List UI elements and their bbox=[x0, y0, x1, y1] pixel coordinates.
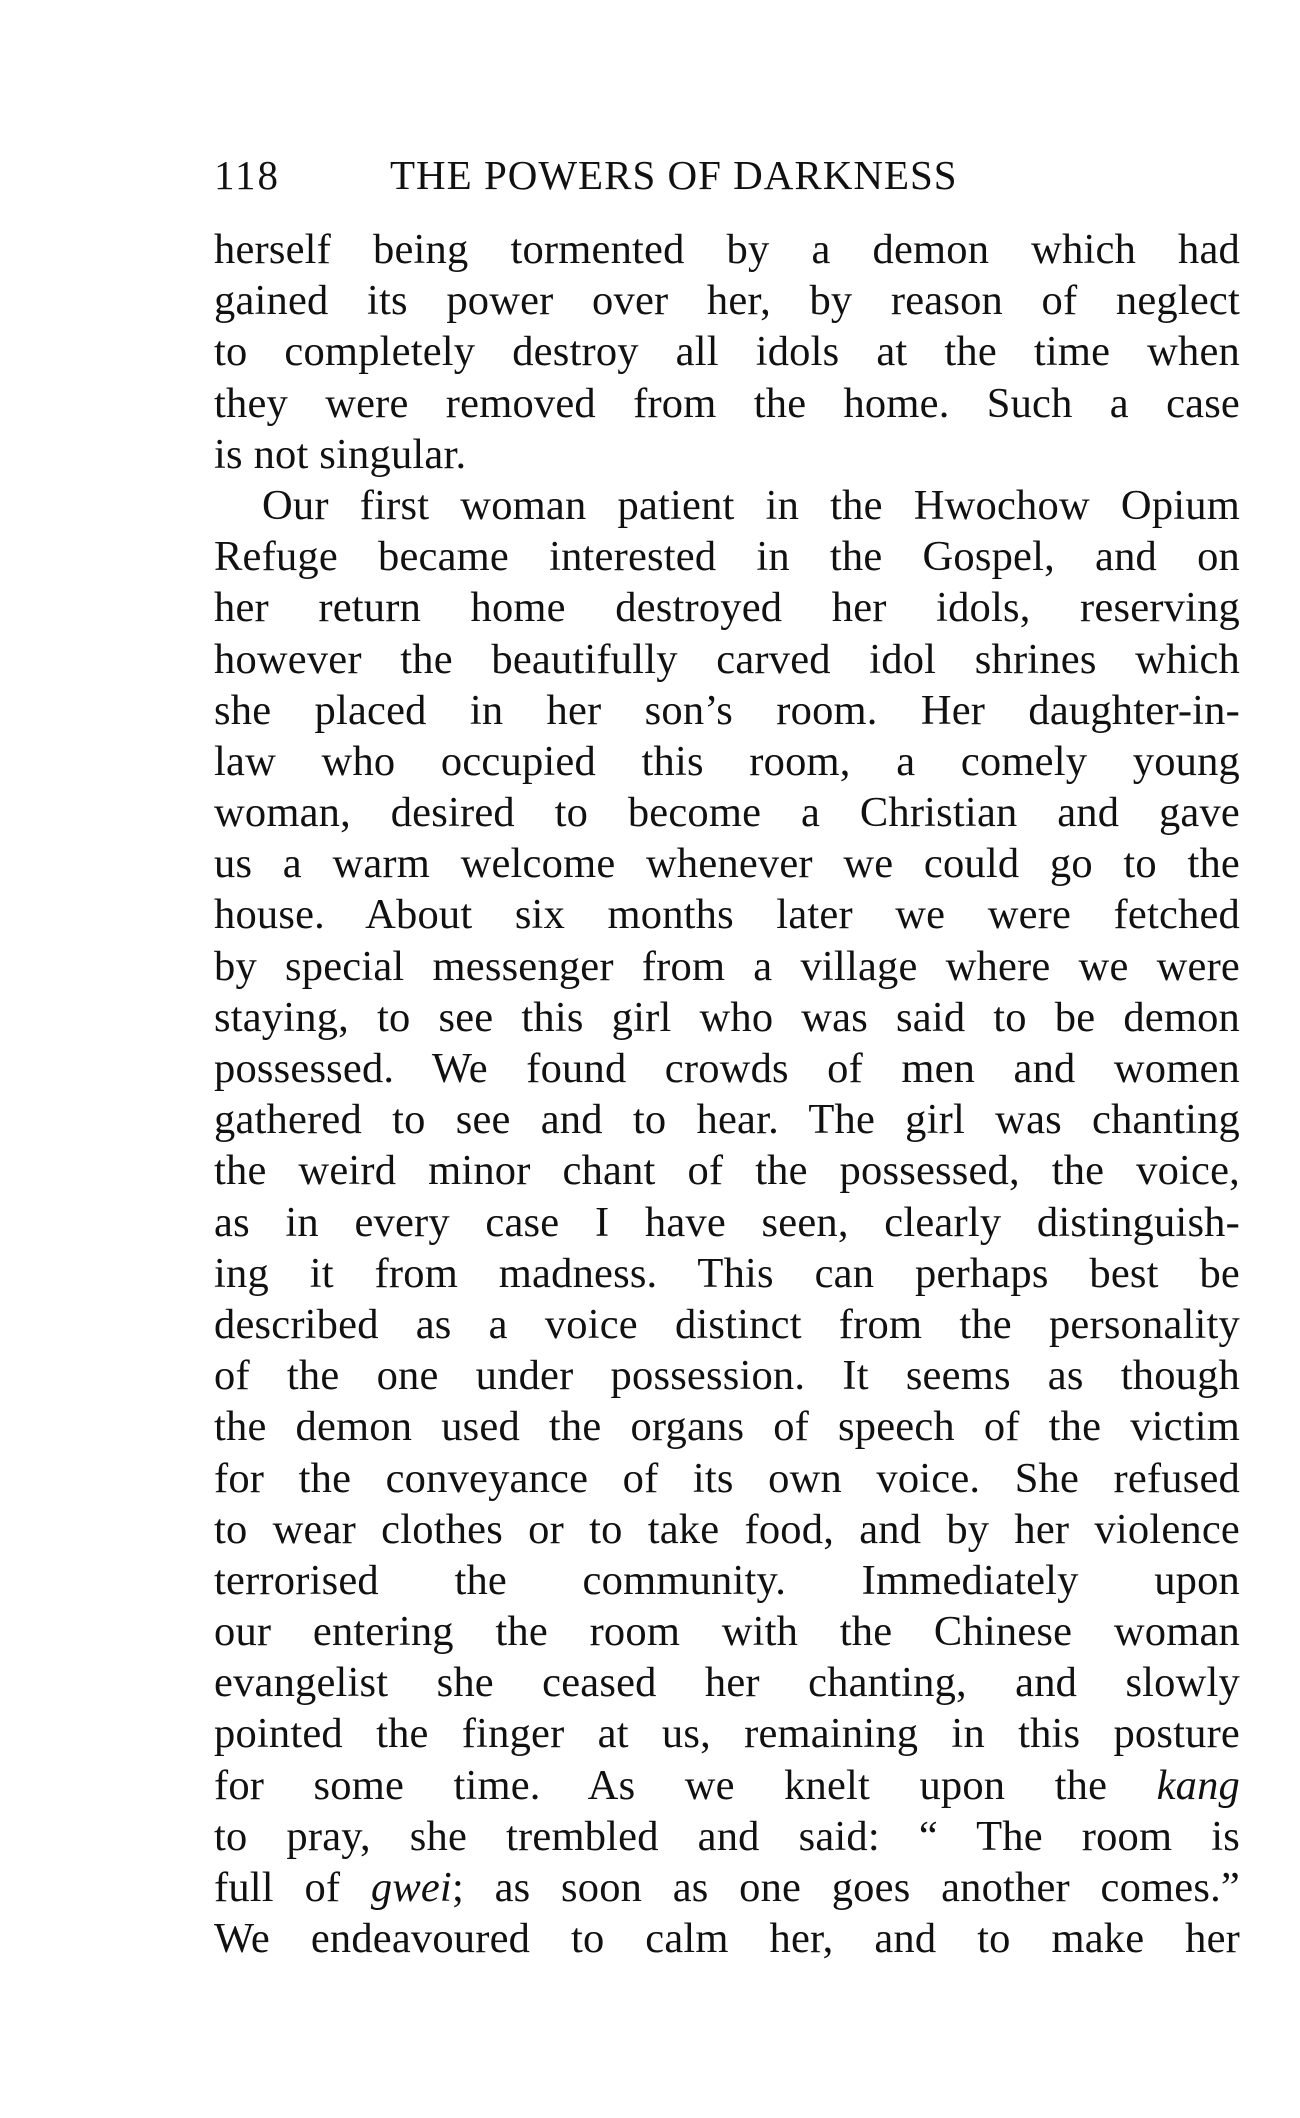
text-line: terrorised the community. Immediately upon bbox=[214, 1556, 1240, 1604]
text-line: as in every case I have seen, clearly distinguish- bbox=[214, 1198, 1240, 1246]
text-line: to completely destroy all idols at the time when bbox=[214, 328, 1240, 376]
body-text bbox=[214, 224, 1240, 1964]
text-line: of the one under possession. It seems as though bbox=[214, 1352, 1240, 1400]
text-run: for some time. As we knelt upon the bbox=[214, 1761, 1157, 1809]
text-line: pointed the finger at us, remaining in this posture bbox=[214, 1710, 1240, 1758]
book-page bbox=[214, 150, 1240, 1964]
text-run: ; as soon as one goes another comes.” bbox=[451, 1864, 1240, 1911]
text-line: our entering the room with the Chinese woman bbox=[214, 1608, 1240, 1656]
text-line: to wear clothes or to take food, and by her violence bbox=[214, 1505, 1240, 1553]
text-line: herself being tormented by a demon which had bbox=[214, 226, 1240, 273]
italic-term: kang bbox=[1156, 1761, 1240, 1809]
text-line: Refuge became interested in the Gospel, and on bbox=[214, 533, 1240, 581]
running-title: THE POWERS OF DARKNESS bbox=[390, 152, 958, 198]
text-line: We endeavoured to calm her, and to make her bbox=[214, 1915, 1240, 1963]
text-line: the demon used the organs of speech of the victim bbox=[214, 1403, 1240, 1451]
text-line bbox=[214, 1862, 1240, 1913]
text-line: to pray, she trembled and said: “ The room is bbox=[214, 1812, 1240, 1860]
text-run: full of bbox=[214, 1864, 371, 1911]
text-line: ing it from madness. This can perhaps best be bbox=[214, 1249, 1240, 1297]
running-head bbox=[214, 150, 1240, 200]
text-line: staying, to see this girl who was said to be demon bbox=[214, 993, 1240, 1041]
text-line: she placed in her son’s room. Her daughter-in- bbox=[214, 686, 1240, 734]
text-line: possessed. We found crowds of men and women bbox=[214, 1045, 1240, 1092]
text-line: house. About six months later we were fetched bbox=[214, 891, 1240, 939]
text-line: woman, desired to become a Christian and gave bbox=[214, 789, 1240, 837]
text-line: they were removed from the home. Such a case bbox=[214, 379, 1240, 427]
text-line: her return home destroyed her idols, reserving bbox=[214, 584, 1240, 632]
text-line: law who occupied this room, a comely young bbox=[214, 737, 1240, 785]
page-number: 118 bbox=[214, 152, 280, 198]
text-line: described as a voice distinct from the personality bbox=[214, 1300, 1240, 1348]
text-line: for the conveyance of its own voice. She refused bbox=[214, 1454, 1240, 1502]
text-line: by special messenger from a village where we were bbox=[214, 942, 1240, 990]
text-line: evangelist she ceased her chanting, and slowly bbox=[214, 1659, 1240, 1707]
italic-term: gwei bbox=[370, 1864, 452, 1911]
text-line: however the beautifully carved idol shrines which bbox=[214, 635, 1240, 683]
text-line: gathered to see and to hear. The girl was chanting bbox=[214, 1096, 1240, 1144]
text-line: is not singular. bbox=[214, 430, 467, 478]
text-line bbox=[214, 1760, 1240, 1811]
text-line: the weird minor chant of the possessed, the voice, bbox=[214, 1147, 1240, 1195]
text-line: Our first woman patient in the Hwochow Opium bbox=[262, 481, 1240, 529]
text-line: gained its power over her, by reason of neglect bbox=[214, 277, 1240, 325]
text-line: us a warm welcome whenever we could go to the bbox=[214, 840, 1240, 888]
